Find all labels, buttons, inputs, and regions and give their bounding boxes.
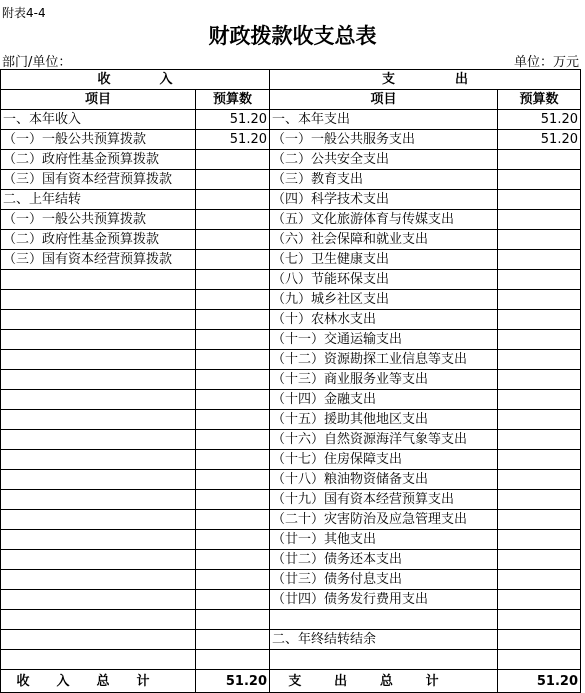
- expense-item-cell: 一、本年支出: [270, 110, 498, 130]
- income-total-char: 入: [56, 673, 70, 689]
- table-row: [1, 130, 581, 150]
- income-value-cell: [196, 630, 270, 650]
- expense-value-cell: [498, 170, 581, 190]
- income-header-char: 入: [159, 72, 173, 87]
- expense-value-cell: [498, 190, 581, 210]
- expense-item-cell: [270, 610, 498, 630]
- income-value-cell: [196, 470, 270, 490]
- income-item-cell: （一）一般公共预算拨款: [1, 210, 196, 230]
- income-value-cell: [196, 150, 270, 170]
- income-value-cell: [196, 350, 270, 370]
- expense-item-cell: （六）社会保障和就业支出: [270, 230, 498, 250]
- expense-value-cell: [498, 410, 581, 430]
- column-header-row: [1, 90, 581, 110]
- expense-item-cell: （五）文化旅游体育与传媒支出: [270, 210, 498, 230]
- expense-item-cell: （十三）商业服务业等支出: [270, 370, 498, 390]
- table-row: [1, 530, 581, 550]
- table-row: [1, 650, 581, 670]
- income-item-cell: [1, 470, 196, 490]
- income-value-cell: [196, 510, 270, 530]
- table-row: [1, 350, 581, 370]
- page-title: 财政拨款收支总表: [208, 23, 377, 48]
- table-row: [1, 510, 581, 530]
- income-item-cell: [1, 590, 196, 610]
- sheet-id: 附表4-4: [2, 6, 46, 20]
- table-row: [1, 610, 581, 630]
- income-item-cell: （三）国有资本经营预算拨款: [1, 170, 196, 190]
- income-value-cell: [196, 490, 270, 510]
- table-row: [1, 230, 581, 250]
- income-item-cell: （二）政府性基金预算拨款: [1, 230, 196, 250]
- income-value-cell: [196, 330, 270, 350]
- income-header-char: 收: [97, 72, 111, 87]
- income-value-cell: [196, 610, 270, 630]
- income-item-cell: [1, 510, 196, 530]
- income-item-cell: [1, 310, 196, 330]
- income-budget-col-header: 预算数: [196, 90, 270, 110]
- table-row: [1, 550, 581, 570]
- income-item-col-header: 项目: [1, 90, 196, 110]
- table-row: [1, 310, 581, 330]
- income-value-cell: [196, 310, 270, 330]
- expense-item-cell: （二）公共安全支出: [270, 150, 498, 170]
- expense-item-cell: （八）节能环保支出: [270, 270, 498, 290]
- income-item-cell: （三）国有资本经营预算拨款: [1, 250, 196, 270]
- income-value-cell: [196, 570, 270, 590]
- table-row: [1, 110, 581, 130]
- expense-value-cell: [498, 230, 581, 250]
- income-total-value: 51.20: [196, 670, 270, 693]
- income-item-cell: [1, 270, 196, 290]
- income-item-cell: [1, 630, 196, 650]
- income-value-cell: [196, 170, 270, 190]
- expense-value-cell: 51.20: [498, 130, 581, 150]
- income-item-cell: [1, 390, 196, 410]
- table-row: [1, 430, 581, 450]
- income-item-cell: [1, 570, 196, 590]
- expense-item-cell: （廿一）其他支出: [270, 530, 498, 550]
- unit-label: 单位：万元: [513, 55, 579, 70]
- expense-total-char: 支: [288, 673, 302, 689]
- expense-value-cell: [498, 330, 581, 350]
- income-value-cell: [196, 250, 270, 270]
- expense-item-cell: （十二）资源勘探工业信息等支出: [270, 350, 498, 370]
- table-row: [1, 630, 581, 650]
- income-item-cell: [1, 350, 196, 370]
- expense-item-cell: （三）教育支出: [270, 170, 498, 190]
- expense-section-header: [270, 70, 581, 90]
- income-value-cell: [196, 370, 270, 390]
- expense-value-cell: [498, 530, 581, 550]
- table-row: [1, 170, 581, 190]
- expense-item-cell: （十一）交通运输支出: [270, 330, 498, 350]
- table-row: [1, 470, 581, 490]
- income-value-cell: [196, 590, 270, 610]
- dept-label: 部门/单位：: [2, 55, 72, 70]
- income-item-cell: [1, 410, 196, 430]
- income-item-cell: [1, 330, 196, 350]
- table-row: [1, 410, 581, 430]
- table-row: [1, 210, 581, 230]
- income-value-cell: 51.20: [196, 110, 270, 130]
- income-item-cell: （二）政府性基金预算拨款: [1, 150, 196, 170]
- income-value-cell: [196, 430, 270, 450]
- expense-item-cell: （廿二）债务还本支出: [270, 550, 498, 570]
- expense-item-cell: 二、年终结转结余: [270, 630, 498, 650]
- income-value-cell: [196, 650, 270, 670]
- expense-item-cell: （十六）自然资源海洋气象等支出: [270, 430, 498, 450]
- expense-value-cell: [498, 270, 581, 290]
- table-row: [1, 390, 581, 410]
- table-row: [1, 270, 581, 290]
- expense-header-char: 出: [454, 72, 468, 87]
- expense-budget-col-header: 预算数: [498, 90, 581, 110]
- income-item-cell: [1, 530, 196, 550]
- income-value-cell: 51.20: [196, 130, 270, 150]
- section-header-row: [1, 70, 581, 90]
- expense-item-cell: （二十）灾害防治及应急管理支出: [270, 510, 498, 530]
- expense-value-cell: [498, 210, 581, 230]
- expense-total-value: 51.20: [498, 670, 581, 693]
- table-row: [1, 290, 581, 310]
- table-row: [1, 450, 581, 470]
- expense-item-cell: （十四）金融支出: [270, 390, 498, 410]
- income-value-cell: [196, 410, 270, 430]
- expense-item-cell: （四）科学技术支出: [270, 190, 498, 210]
- table-row: [1, 250, 581, 270]
- expense-value-cell: [498, 590, 581, 610]
- expense-item-cell: （十八）粮油物资储备支出: [270, 470, 498, 490]
- income-item-cell: [1, 650, 196, 670]
- expense-value-cell: [498, 250, 581, 270]
- income-total-label: [1, 670, 196, 693]
- income-item-cell: [1, 490, 196, 510]
- expense-item-cell: （十）农林水支出: [270, 310, 498, 330]
- income-item-cell: [1, 610, 196, 630]
- expense-value-cell: [498, 310, 581, 330]
- budget-table: [0, 69, 581, 693]
- income-item-cell: 一、本年收入: [1, 110, 196, 130]
- table-row: [1, 370, 581, 390]
- expense-value-cell: [498, 630, 581, 650]
- expense-item-cell: （廿四）债务发行费用支出: [270, 590, 498, 610]
- expense-item-cell: （十五）援助其他地区支出: [270, 410, 498, 430]
- expense-item-cell: （九）城乡社区支出: [270, 290, 498, 310]
- expense-value-cell: [498, 150, 581, 170]
- expense-item-cell: （十九）国有资本经营预算支出: [270, 490, 498, 510]
- income-value-cell: [196, 230, 270, 250]
- expense-value-cell: [498, 550, 581, 570]
- table-row: [1, 330, 581, 350]
- table-row: [1, 190, 581, 210]
- income-value-cell: [196, 270, 270, 290]
- expense-value-cell: [498, 490, 581, 510]
- table-row: [1, 570, 581, 590]
- expense-item-cell: [270, 650, 498, 670]
- expense-value-cell: [498, 290, 581, 310]
- income-item-cell: [1, 550, 196, 570]
- income-value-cell: [196, 290, 270, 310]
- expense-value-cell: [498, 650, 581, 670]
- expense-item-cell: （一）一般公共服务支出: [270, 130, 498, 150]
- income-item-cell: [1, 290, 196, 310]
- income-value-cell: [196, 210, 270, 230]
- income-total-char: 收: [16, 673, 30, 689]
- income-value-cell: [196, 530, 270, 550]
- expense-value-cell: [498, 470, 581, 490]
- income-total-char: 计: [136, 673, 150, 689]
- expense-item-cell: （廿三）债务付息支出: [270, 570, 498, 590]
- expense-value-cell: [498, 390, 581, 410]
- expense-item-col-header: 项目: [270, 90, 498, 110]
- income-value-cell: [196, 450, 270, 470]
- expense-total-char: 计: [425, 673, 439, 689]
- expense-value-cell: [498, 570, 581, 590]
- table-row: [1, 490, 581, 510]
- expense-value-cell: [498, 610, 581, 630]
- table-row: [1, 590, 581, 610]
- expense-value-cell: [498, 350, 581, 370]
- expense-header-char: 支: [381, 72, 395, 87]
- income-item-cell: 二、上年结转: [1, 190, 196, 210]
- income-value-cell: [196, 190, 270, 210]
- income-item-cell: （一）一般公共预算拨款: [1, 130, 196, 150]
- expense-value-cell: [498, 430, 581, 450]
- income-total-char: 总: [96, 673, 110, 689]
- expense-value-cell: 51.20: [498, 110, 581, 130]
- income-value-cell: [196, 550, 270, 570]
- income-item-cell: [1, 450, 196, 470]
- income-item-cell: [1, 370, 196, 390]
- income-section-header: [1, 70, 270, 90]
- table-row: [1, 150, 581, 170]
- expense-value-cell: [498, 370, 581, 390]
- income-value-cell: [196, 390, 270, 410]
- income-item-cell: [1, 430, 196, 450]
- expense-total-label: [270, 670, 498, 693]
- expense-total-char: 总: [379, 673, 393, 689]
- expense-item-cell: （七）卫生健康支出: [270, 250, 498, 270]
- expense-value-cell: [498, 450, 581, 470]
- expense-total-char: 出: [334, 673, 348, 689]
- expense-item-cell: （十七）住房保障支出: [270, 450, 498, 470]
- total-row: [1, 670, 581, 693]
- expense-value-cell: [498, 510, 581, 530]
